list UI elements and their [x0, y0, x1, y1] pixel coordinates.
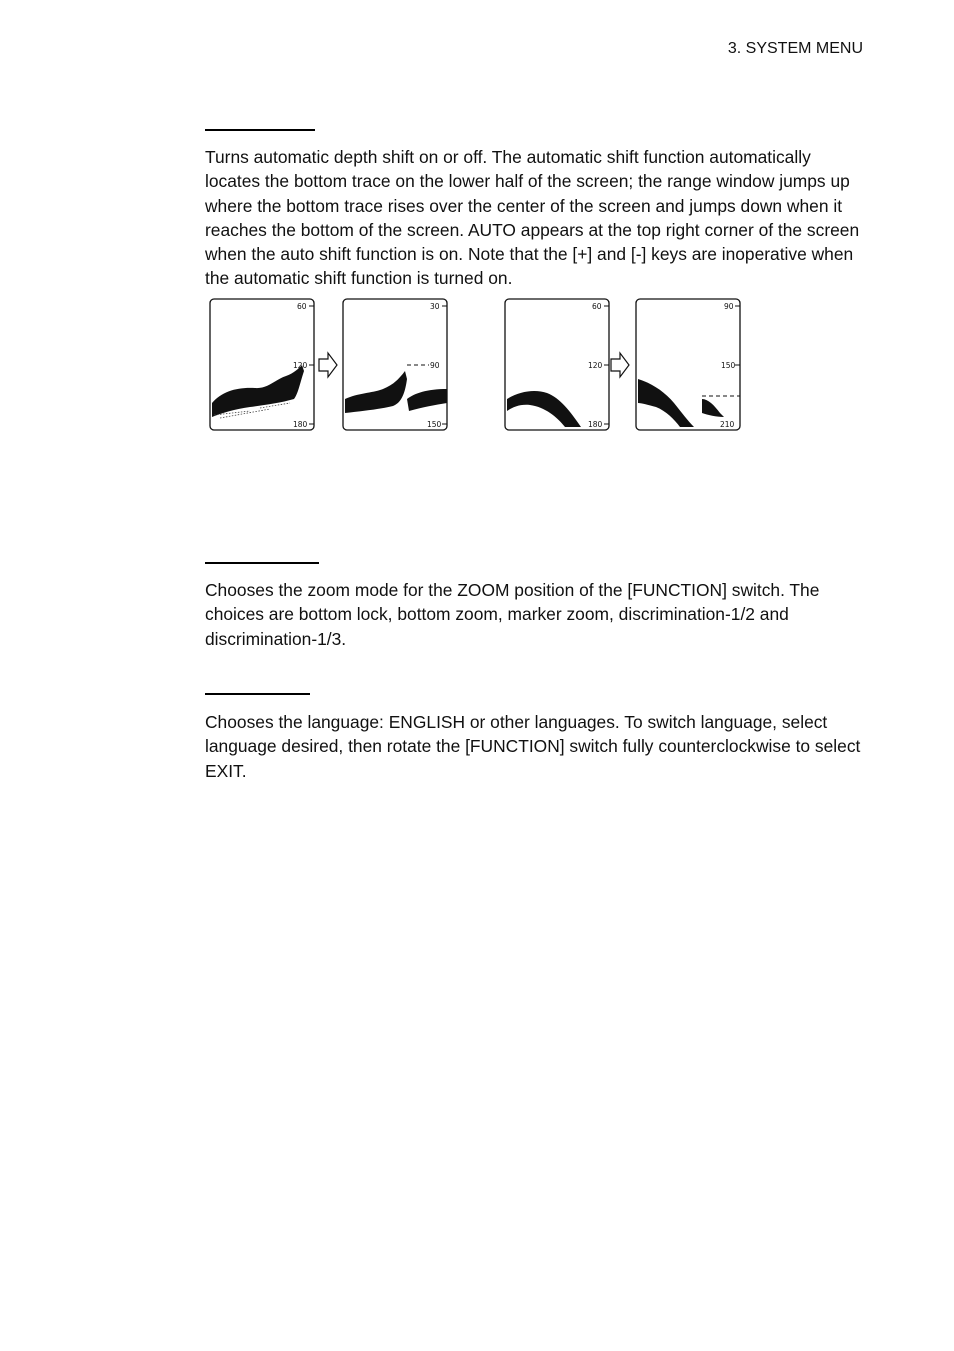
panel-3-tick-mid: 120 — [588, 361, 603, 370]
language-description: Chooses the language: ENGLISH or other languages. To switch language, select language desired, then rotate the [FUNCTION] switch fully counterclockwise to select EXIT. — [205, 712, 861, 781]
auto-shift-illustration — [205, 295, 750, 435]
panel-2-tick-mid: 90 — [430, 361, 440, 370]
panel-2-tick-top: 30 — [430, 302, 440, 311]
echogram-panel-1 — [210, 299, 314, 430]
echogram-panel-3 — [505, 299, 609, 430]
auto-shift-heading-rule — [205, 129, 315, 131]
running-header: 3. SYSTEM MENU — [727, 40, 863, 57]
panel-1-tick-mid: 120 — [293, 361, 308, 370]
panel-2-tick-bottom: 150 — [427, 420, 442, 429]
echogram-panel-2 — [343, 299, 447, 430]
panel-1-tick-top: 60 — [297, 302, 307, 311]
zoom-mode-heading-rule — [205, 562, 319, 564]
panel-4-tick-mid: 150 — [721, 361, 736, 370]
panel-3-tick-bottom: 180 — [588, 420, 603, 429]
arrow-icon — [319, 353, 337, 377]
echogram-panel-4 — [636, 299, 740, 430]
panel-1-tick-bottom: 180 — [293, 420, 308, 429]
language-heading-rule — [205, 693, 310, 695]
auto-shift-description: Turns automatic depth shift on or off. The automatic shift function automatically locates the bottom trace on the lower half of the screen; the range window jumps up where the bottom trace rises over the center of the screen and jumps down when it reaches the bottom of the screen. AUTO appears at the top right corner of the screen when the auto shift function is on. Note that the [+] and [-] keys are inoperative when the automatic shift function is turned on. — [205, 147, 860, 289]
arrow-icon — [611, 353, 629, 377]
panel-4-tick-top: 90 — [724, 302, 734, 311]
panel-4-tick-bottom: 210 — [720, 420, 735, 429]
panel-3-tick-top: 60 — [592, 302, 602, 311]
zoom-mode-description: Chooses the zoom mode for the ZOOM position of the [FUNCTION] switch. The choices are bottom lock, bottom zoom, marker zoom, discrimination-1/2 and discrimination-1/3. — [205, 580, 820, 649]
